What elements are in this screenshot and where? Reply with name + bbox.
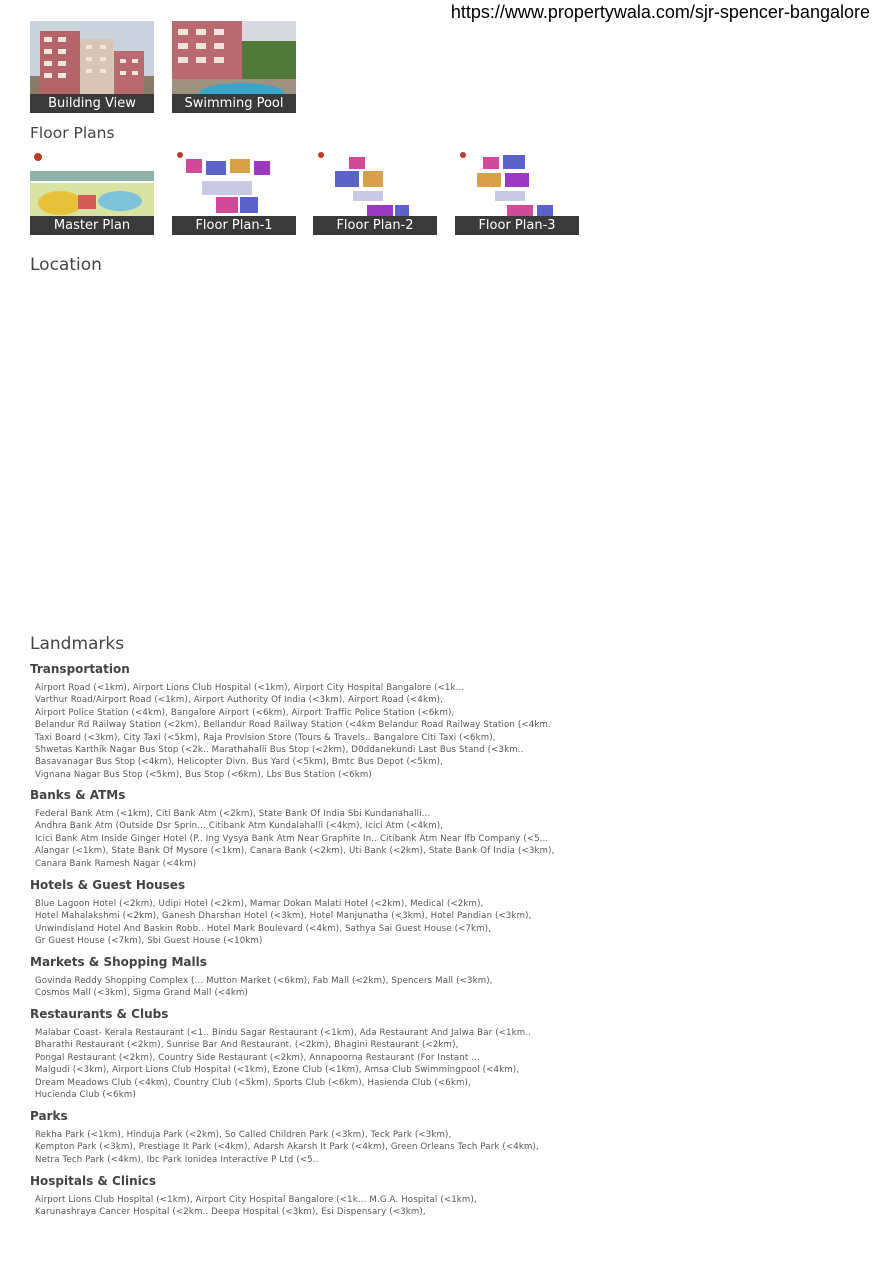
landmark-category-heading: Restaurants & Clubs [30, 1007, 169, 1021]
thumbnail-caption: Swimming Pool [172, 94, 296, 113]
landmark-line: Netra Tech Park (<4km), Ibc Park Ionidea Interactive P Ltd (<5.. [35, 1154, 319, 1165]
thumbnail-caption: Building View [30, 94, 154, 113]
building-view-thumbnail[interactable] [30, 21, 154, 113]
landmark-line: Hotel Mahalakshmi (<2km), Ganesh Dharshan Hotel (<3km), Hotel Manjunatha (<3km), Hotel Pandian (<3km), [35, 911, 532, 922]
landmark-line: Airport Lions Club Hospital (<1km), Airport City Hospital Bangalore (<1k... M.G.A. Hospital (<1km), [35, 1195, 477, 1205]
landmark-line: Icici Bank Atm Inside Ginger Hotel (P.. Ing Vysya Bank Atm Near Graphite In.. Citibank Atm Near Ifb Company (<5... [35, 833, 549, 844]
landmark-category-list [35, 975, 493, 1000]
landmark-line: Shwetas Karthik Nagar Bus Stop (<2k.. Marathahalli Bus Stop (<2km), D0ddanekundi Last Bus Stand (<3km.. [35, 744, 524, 755]
thumbnail-caption: Floor Plan-1 [172, 216, 296, 235]
thumbnail-caption: Floor Plan-2 [313, 216, 437, 235]
landmark-line: Hucienda Club (<6km) [35, 1089, 136, 1100]
landmark-line: Bharathi Restaurant (<2km), Sunrise Bar And Restaurant. (<2km), Bhagini Restaurant (<2km), [35, 1040, 459, 1051]
landmark-category-heading: Transportation [30, 662, 130, 676]
landmarks-heading: Landmarks [30, 634, 125, 654]
landmark-line: Vignana Nagar Bus Stop (<5km), Bus Stop (<6km), Lbs Bus Station (<6km) [35, 769, 372, 780]
landmark-line: Malabar Coast- Kerala Restaurant (<1.. Bindu Sagar Restaurant (<1km), Ada Restaurant And Jalwa Bar (<1km.. [35, 1028, 532, 1038]
landmark-line: Airport Police Station (<4km), Bangalore Airport (<6km), Airport Traffic Police Station (<6km), [35, 707, 455, 718]
landmark-line: Taxi Board (<3km), City Taxi (<5km), Raja Provision Store (Tours & Travels.. Bangalore Citi Taxi (<6km), [35, 732, 496, 743]
landmark-category-list [35, 1129, 539, 1166]
landmark-category-list [35, 1194, 477, 1219]
floor-plan-3-thumbnail[interactable] [455, 151, 579, 235]
thumbnail-caption: Master Plan [30, 216, 154, 235]
landmark-category-heading: Hospitals & Clinics [30, 1174, 156, 1188]
landmark-line: Rekha Park (<1km), Hinduja Park (<2km), So Called Children Park (<3km), Teck Park (<3km), [35, 1130, 452, 1140]
thumbnail-caption: Floor Plan-3 [455, 216, 579, 235]
landmark-line: Alangar (<1km), State Bank Of Mysore (<1km), Canara Bank (<2km), Uti Bank (<2km), State Bank Of India (<3km), [35, 846, 555, 857]
landmark-line: Cosmos Mall (<3km), Sigma Grand Mall (<4km) [35, 988, 249, 999]
landmark-line: Basavanagar Bus Stop (<4km), Helicopter Divn. Bus Yard (<5km), Bmtc Bus Depot (<5km), [35, 757, 444, 768]
location-map-area [30, 285, 860, 615]
landmark-line: Andhra Bank Atm (Outside Dsr Sprin... Citibank Atm Kundalahalli (<4km), Icici Atm (<4km), [35, 821, 444, 832]
landmark-category-list [35, 682, 551, 781]
floor-plans-heading: Floor Plans [30, 124, 115, 142]
master-plan-thumbnail[interactable] [30, 151, 154, 235]
landmark-category-list [35, 898, 532, 948]
location-heading: Location [30, 255, 102, 275]
landmark-line: Varthur Road/Airport Road (<1km), Airport Authority Of India (<3km), Airport Road (<4km), [35, 695, 444, 706]
landmark-line: Malgudi (<3km), Airport Lions Club Hospital (<1km), Ezone Club (<1km), Amsa Club Swimmingpool (<4km), [35, 1065, 520, 1076]
landmark-line: Govinda Reddy Shopping Complex (... Mutton Market (<6km), Fab Mall (<2km), Spencers Mall (<3km), [35, 976, 493, 986]
landmark-line: Karunashraya Cancer Hospital (<2km.. Deepa Hospital (<3km), Esi Dispensary (<3km), [35, 1207, 426, 1218]
landmark-category-heading: Banks & ATMs [30, 788, 126, 802]
landmark-line: Pongal Restaurant (<2km), Country Side Restaurant (<2km), Annapoorna Restaurant (For Instant ... [35, 1052, 480, 1063]
landmark-category-heading: Parks [30, 1109, 68, 1123]
landmark-line: Airport Road (<1km), Airport Lions Club Hospital (<1km), Airport City Hospital Bangalore (<1k... [35, 683, 465, 693]
landmark-line: Gr Guest House (<7km), Sbi Guest House (<10km) [35, 936, 263, 947]
landmark-line: Blue Lagoon Hotel (<2km), Udipi Hotel (<2km), Mamar Dokan Malati Hotel (<2km), Medical (<2km), [35, 899, 484, 909]
landmark-line: Belandur Rd Railway Station (<2km), Bellandur Road Railway Station (<4km Belandur Road Railway Station (<4km. [35, 720, 551, 731]
landmark-line: Dream Meadows Club (<4km), Country Club (<5km), Sports Club (<6km), Hasienda Club (<6km), [35, 1077, 471, 1088]
swimming-pool-thumbnail[interactable] [172, 21, 296, 113]
landmark-category-list [35, 1027, 531, 1101]
floor-plan-2-thumbnail[interactable] [313, 151, 437, 235]
landmark-line: Kempton Park (<3km), Prestiage It Park (<4km), Adarsh Akarsh It Park (<4km), Green Orleans Tech Park (<4km), [35, 1142, 539, 1153]
landmark-line: Unwindisland Hotel And Baskin Robb.. Hotel Mark Boulevard (<4km), Sathya Sai Guest House (<7km), [35, 923, 492, 934]
page-url[interactable]: https://www.propertywala.com/sjr-spencer-bangalore [450, 2, 870, 22]
landmark-category-list [35, 808, 555, 870]
floor-plan-1-thumbnail[interactable] [172, 151, 296, 235]
landmark-category-heading: Hotels & Guest Houses [30, 878, 186, 892]
landmark-line: Canara Bank Ramesh Nagar (<4km) [35, 858, 197, 869]
landmark-category-heading: Markets & Shopping Malls [30, 955, 207, 969]
landmark-line: Federal Bank Atm (<1km), Citi Bank Atm (<2km), State Bank Of India Sbi Kundanahalli... [35, 809, 431, 819]
